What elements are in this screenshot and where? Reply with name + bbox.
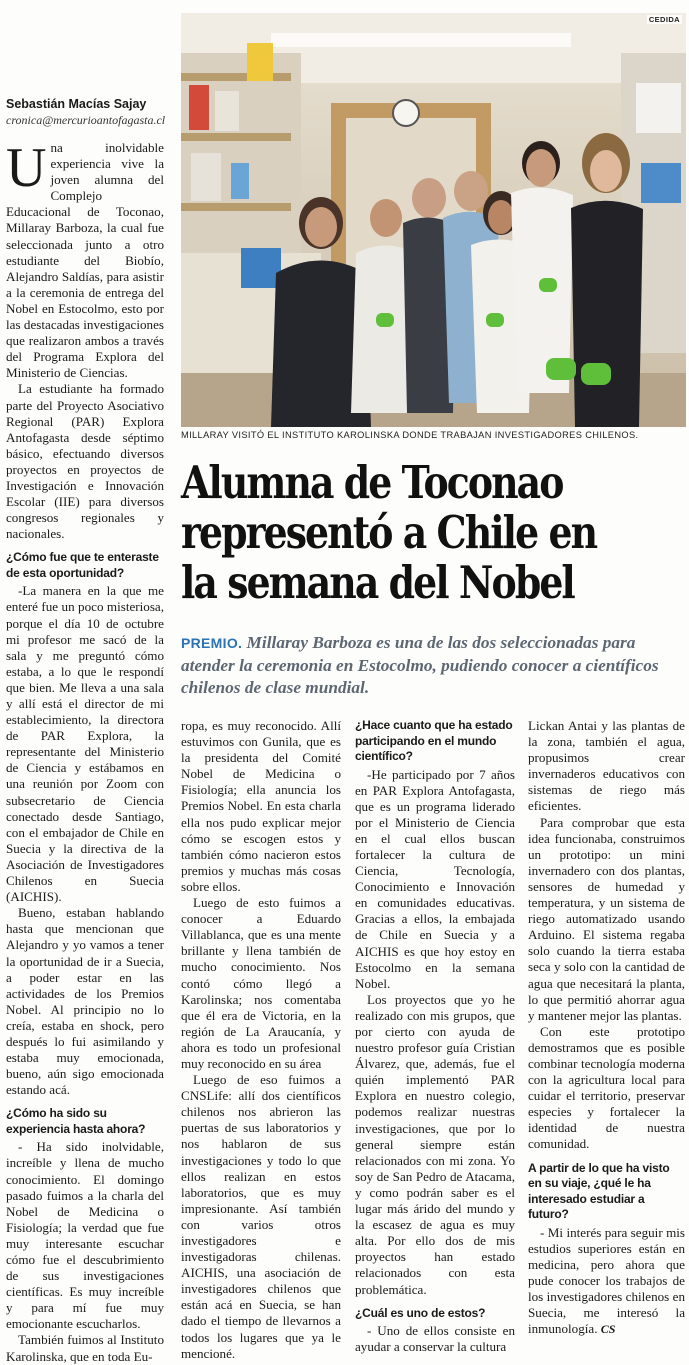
answer-paragraph: Luego de eso fuimos a CNSLife: allí dos científicos chilenos nos abrieron las puertas de sus laboratorios y nos hablaron de sus investigaciones y todo lo que ellos realizan en estos laboratorios, que es muy impresionante. Así también con varios otros investigadores e investigadoras chilenas. AICHIS, una asociación de investigadores chilenos que están acá en Suecia, se han dado el tiempo de llevarnos a todos los lugares que ya le mencioné.	[181, 1072, 341, 1361]
answer-paragraph: Bueno, estaban hablando hasta que mencionan que Alejandro y yo vamos a tener la oportunidad de ir a Suecia, a poder estar en las actividades de los Premios Nobel. Al principio no lo creía, estaba en shock, pero después lo fui asimilando y estaba muy emocionada, bueno, aún sigo emocionada estando acá.	[6, 905, 164, 1098]
interview-question: A partir de lo que ha visto en su viaje, ¿qué le ha interesado estudiar a futuro?	[528, 1160, 670, 1222]
headline-line: la semana del Nobel	[181, 556, 574, 609]
interview-question: ¿Hace cuanto que ha estado participando en el mundo científico?	[355, 718, 513, 763]
headline-line: Alumna de Toconao	[181, 456, 563, 509]
drop-cap: U	[6, 137, 47, 199]
lead-paragraph	[181, 632, 686, 700]
article-column-2	[181, 718, 341, 1362]
lead-text: Millaray Barboza es una de las dos seleccionadas para atender la ceremonia en Estocolmo, pudiendo conocer a científicos chilenos de clase mundial.	[181, 633, 659, 697]
answer-paragraph: -He participado por 7 años en PAR Explora Antofagasta, que es un programa liderado por el Ministerio de Ciencia en el cual ellos buscan fortalecer la cultura de Ciencia, Tecnología, Conocimiento e Innovación en comunidades educativas. Gracias a ellos, la embajada de Chile en Suecia y a AICHIS es que hoy estoy en Estocolmo en la semana Nobel.	[355, 766, 515, 991]
end-mark: CS	[600, 1322, 616, 1337]
answer-paragraph-cont: Lickan Antai y las plantas de la zona, también el agua, propusimos crear invernaderos educativos con sistemas de riego más eficientes.	[528, 718, 685, 814]
interview-question: ¿Cuál es uno de estos?	[355, 1305, 486, 1320]
answer-paragraph-start: - Uno de ellos consiste en ayudar a conservar la cultura	[355, 1323, 515, 1355]
answer-paragraph: - Ha sido inolvidable, increíble y llena de mucho conocimiento. El domingo pasado fuimos a la charla del Nobel de Medicina o Fisiología; la verdad que fue muy interesante escuchar cómo fue el descubrimiento de sus investigaciones científicas. Es muy increíble y para mí fue muy emocionante escucharlos.	[6, 1139, 164, 1332]
interview-question: ¿Cómo ha sido su experiencia hasta ahora?	[6, 1106, 146, 1136]
answer-paragraph-cont: ropa, es muy reconocido. Allí estuvimos con Gunila, que es la presidenta del Comité Nobel de Medicina o Fisiología; ella anuncia los Premios Nobel. En esta charla ella nos pudo explicar mejor cómo se escogen estos y también cómo nacieron estos premios y muchas más cosas sobre ellos.	[181, 718, 341, 894]
answer-paragraph: Los proyectos que yo he realizado con mis grupos, que por cierto con ayuda de nuestro profesor guía Cristian Álvarez, que, además, fue el quién implementó PAR Explora en nuestro colegio, podemos realizar nuestras investigaciones, que por lo general siempre están relacionados con mi zona. Yo soy de San Pedro de Atacama, y como podrán saber es el lugar más árido del mundo y la escasez de agua es muy alta. Por ello dos de mis proyectos han estado relacionados con esta problemática.	[355, 991, 515, 1297]
intro-paragraph: Una inolvidable experiencia vive la joven alumna del Complejo Educacional de Toconao, Millaray Barboza, la cual fue seleccionada junto a otro estudiante del Biobío, Alejandro Saldías, para asistir a la ceremonia de entrega del Nobel en Estocolmo, esto por las destacadas investigaciones que realizaron ambos a través del Programa Explora del Ministerio de Ciencias.	[6, 137, 164, 381]
author-name: Sebastián Macías Sajay	[6, 97, 147, 111]
answer-paragraph: -La manera en la que me enteré fue un poco misteriosa, porque el día 10 de octubre mi profesor me sacó de la sala y me preguntó cómo estaba, a lo que le respondí que bien. Me lleva a una sala y allí está el director de mi establecimiento, la directora de PAR Explora, la representante del Ministerio de Ciencia y estábamos en una reunión por Zoom con subsecretario de Ciencia conectado desde Santiago, con el embajador de Chile en Suecia y la directiva de la Asociación de Investigadores Chilenos en Suecia (AICHIS).	[6, 583, 164, 905]
article-photo	[181, 13, 686, 427]
answer-paragraph-start: También fuimos al Instituto Karolinska, que en toda Eu-	[6, 1332, 164, 1364]
article-column-4	[528, 718, 685, 1337]
article-column-3	[355, 718, 515, 1355]
answer-paragraph: - Mi interés para seguir mis estudios superiores están en medicina, pero ahora que pude conocer los trabajos de los investigadores chilenos en Suecia, me interesó la inmunología. CS	[528, 1224, 685, 1337]
lab-group-photo	[181, 13, 686, 427]
answer-paragraph: Con este prototipo demostramos que es posible combinar tecnología moderna con la agricultura local para cuidar el territorio, preservar especies y fortalecer la identidad de nuestra comunidad.	[528, 1023, 685, 1152]
photo-credit: CEDIDA	[648, 15, 680, 24]
author-email[interactable]: cronica@mercurioantofagasta.cl	[6, 113, 166, 127]
section-kicker: PREMIO.	[181, 635, 243, 651]
paragraph: La estudiante ha formado parte del Proyecto Asociativo Regional (PAR) Explora Antofagasta desde séptimo básico, efectuando diversos proyectos en proyectos de Investigación e Innovación Escolar (IIE) para diversos congresos regionales y nacionales.	[6, 381, 164, 542]
headline	[181, 458, 686, 608]
headline-line: representó a Chile en	[181, 506, 597, 559]
answer-paragraph: Luego de esto fuimos a conocer a Eduardo Villablanca, que es una mente brillante y llena también de mucho conocimiento. Nos contó cómo llegó a Karolinska; nos comentaba que él era de Victoria, en la región de La Araucanía, y ahora es todo un profesional muy reconocido en su área	[181, 895, 341, 1071]
answer-paragraph: Para comprobar que esta idea funcionaba, construimos un prototipo: un mini invernadero con dos plantas, sensores de humedad y temperatura, y un sistema de riego automatizado usando Arduino. El sistema regaba solo cuando la tierra estaba seca y solo con la cantidad de agua que necesitará la planta, lo que permitió ahorrar agua y mantener mejor las plantas.	[528, 814, 685, 1023]
byline	[6, 96, 168, 128]
photo-caption: MILLARAY VISITÓ EL INSTITUTO KAROLINSKA DONDE TRABAJAN INVESTIGADORES CHILENOS.	[181, 430, 639, 440]
article-column-1	[6, 137, 164, 1365]
interview-question: ¿Cómo fue que te enteraste de esta oportunidad?	[6, 550, 159, 580]
